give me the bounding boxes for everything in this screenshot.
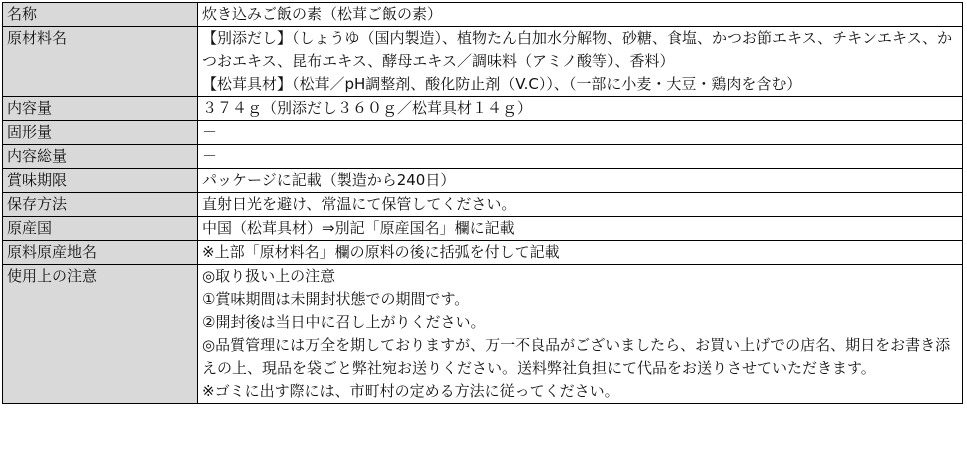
row-value-total-amount: [198, 145, 963, 169]
value-line: 直射日光を避け、常温にて保管してください。: [202, 195, 517, 213]
value-line: －: [202, 147, 218, 165]
row-value-content-amount: [198, 97, 963, 121]
value-line: －: [202, 123, 218, 141]
value-line: ◎取り扱い上の注意: [202, 267, 336, 285]
table-row: [3, 169, 963, 193]
table-row: [3, 193, 963, 217]
value-line: ◎品質管理には万全を期しておりますが、万一不良品がございましたら、お買い上げでの店名、期日をお書き添えの上、現品を袋ごと弊社宛お送りください。送料弊社負担にて代品をお送りさせていただきます。: [202, 336, 951, 377]
row-label-origin: 原料原産地名: [3, 241, 198, 265]
table-row: [3, 217, 963, 241]
row-label-content-amount: 内容量: [3, 97, 198, 121]
row-value-best-before: [198, 169, 963, 193]
row-value-country: [198, 217, 963, 241]
row-label-total-amount: 内容総量: [3, 145, 198, 169]
table-row: [3, 27, 963, 97]
table-row: [3, 241, 963, 265]
row-label-usage-notes: 使用上の注意: [3, 265, 198, 404]
table-row: [3, 3, 963, 27]
value-line: 【別添だし】（しょうゆ（国内製造）、植物たん白加水分解物、砂糖、食塩、かつお節エキス、チキンエキス、かつおエキス、昆布エキス、酵母エキス／調味料（アミノ酸等）、香料）: [202, 29, 953, 70]
value-line: ３７４ｇ（別添だし３６０ｇ／松茸具材１４ｇ）: [202, 99, 533, 117]
value-line: ①賞味期間は未開封状態での期間です。: [202, 290, 470, 308]
row-label-name: 名称: [3, 3, 198, 27]
value-line: 【松茸具材】（松茸／pH調整剤、酸化防止剤（V.C））、（一部に小麦・大豆・鶏肉を含む）: [202, 75, 802, 93]
value-line: ※上部「原材料名」欄の原料の後に括弧を付して記載: [202, 243, 560, 261]
table-row: [3, 121, 963, 145]
row-value-name: [198, 3, 963, 27]
row-value-ingredients: [198, 27, 963, 97]
row-label-storage: 保存方法: [3, 193, 198, 217]
row-label-best-before: 賞味期限: [3, 169, 198, 193]
value-line: 中国（松茸具材）⇒別記「原産国名」欄に記載: [202, 219, 515, 237]
table-row: [3, 97, 963, 121]
value-line: ※ゴミに出す際には、市町村の定める方法に従ってください。: [202, 382, 620, 400]
table-row: [3, 265, 963, 404]
row-value-storage: [198, 193, 963, 217]
value-line: パッケージに記載（製造から240日）: [202, 171, 456, 189]
row-value-origin: [198, 241, 963, 265]
row-value-usage-notes: [198, 265, 963, 404]
row-label-solid-amount: 固形量: [3, 121, 198, 145]
row-value-solid-amount: [198, 121, 963, 145]
value-line: 炊き込みご飯の素（松茸ご飯の素）: [202, 5, 443, 23]
spec-table: [2, 2, 963, 404]
row-label-ingredients: 原材料名: [3, 27, 198, 97]
row-label-country: 原産国: [3, 217, 198, 241]
value-line: ②開封後は当日中に召し上がりください。: [202, 313, 486, 331]
table-row: [3, 145, 963, 169]
